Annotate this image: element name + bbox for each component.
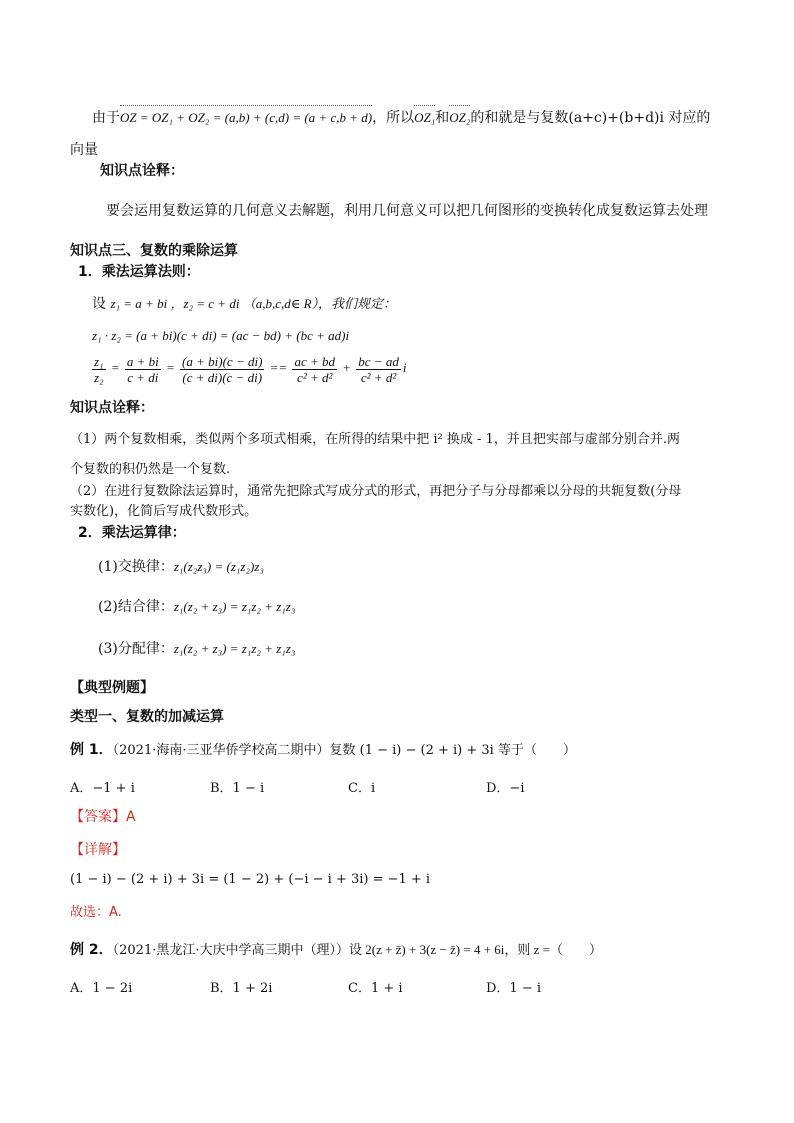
examples-title: 【典型例题】 [70, 680, 154, 696]
div-plus: + [342, 360, 352, 375]
note1-text: 要会运用复数运算的几何意义去解题，利用几何意义可以把几何图形的变换转化成复数运算去处理 [106, 203, 708, 219]
law-commutative [98, 557, 264, 577]
vector-suffix: 的和就是与复数(a+c)+(b+d)i 对应的 [470, 110, 711, 126]
vector-cont: 向量 [70, 142, 98, 158]
ex1-question: 复数 (1 − i) − (2 + i) + 3i 等于（ ） [329, 743, 576, 758]
vector-mid: ，所以 [372, 110, 415, 126]
note1-title: 知识点诠释： [100, 163, 184, 179]
vector-oz2: OZ₂ [449, 108, 470, 128]
ex1-option-a: A．−1 + i [70, 781, 135, 796]
division-formula: $\frac{\text{z₁}}{\text{z₂}}$ = $\frac{a + bi}{c + di}$ = $\frac{(a + bi)(c - di)}{(c + di)(c - di)}$ == $\frac{ac + bd}{\text{c² + d²}}$ + $\frac{bc - ad}{\text{c² + d²}}$ i [94, 353, 407, 385]
def-prefix: 设 [92, 296, 106, 312]
mult-law-title: 2．乘法运算律： [78, 525, 186, 541]
vector-and: 和 [435, 110, 450, 126]
vector-oz1: OZ₁ [414, 108, 435, 128]
ex1-question-line [70, 740, 576, 761]
frac-z: $\frac{\text{z₁}}{\text{z₂}}$ [94, 353, 104, 385]
law-distributive [98, 639, 295, 659]
law-formula: z₁(z₂z₃) = (z₁z₂)z₃ [173, 559, 264, 574]
ex1-option-d: D．−i [486, 781, 525, 796]
ex2-option-c: C．1 + i [348, 981, 403, 996]
note2-title: 知识点诠释： [70, 400, 154, 416]
detail-label: 【详解】 [70, 842, 126, 858]
law-formula: z₁(z₂ + z₃) = z₁z₂ + z₁z₃ [173, 599, 296, 614]
def-formula: z₁ = a + bi ，z₂ = c + di （a,b,c,d∈ R），我们规定： [110, 296, 397, 311]
law-label: (3)分配律： [98, 641, 174, 657]
answer-value: A [126, 809, 136, 825]
div-tail: i [402, 360, 407, 375]
ex2-option-d: D．1 − i [486, 981, 542, 996]
note2-p1-line2: 个复数的积仍然是一个复数. [70, 462, 231, 477]
ex2-source: （2021·黑龙江·大庆中学高三期中（理）） [112, 943, 349, 958]
ex2-label: 例 2． [70, 942, 113, 958]
ex2-option-b: B．1 + 2i [210, 981, 273, 996]
mult-rule-title: 1．乘法运算法则： [78, 264, 200, 280]
ex1-answer-line [70, 807, 136, 827]
frac-imag: $\frac{bc - ad}{\text{c² + d²}}$ [358, 353, 399, 385]
ex1-option-c: C．i [348, 781, 376, 796]
ex2-question-line [70, 940, 602, 961]
law-label: (1)交换律： [98, 559, 174, 575]
vector-formula: OZ = OZ₁ + OZ₂ = (a,b) + (c,d) = (a + c,b + d) [120, 108, 372, 128]
div-eq: == [269, 360, 288, 375]
definition-line [92, 294, 396, 314]
frac-real: $\frac{ac + bd}{\text{c² + d²}}$ [294, 353, 335, 385]
mult-formula: z₁ · z₂ = (a + bi)(c + di) = (ac − bd) + (bc + ad)i [92, 328, 350, 343]
frac-conj: $\frac{(a + bi)(c - di)}{(c + di)(c - di)}$ [182, 353, 263, 385]
note2-p1-line1: （1）两个复数相乘，类似两个多项式相乘，在所得的结果中把 i² 换成 - 1，并且把实部与虚部分别合并.两 [70, 432, 680, 447]
ex1-solution: (1 − i) − (2 + i) + 3i = (1 − 2) + (−i − i + 3i) = −1 + i [70, 872, 431, 887]
ex1-conclusion: 故选：A. [70, 905, 122, 920]
section3-title: 知识点三、复数的乘除运算 [70, 243, 238, 259]
law-label: (2)结合律： [98, 599, 174, 615]
ex1-source: （2021·海南·三亚华侨学校高二期中） [112, 743, 330, 758]
ex1-label: 例 1． [70, 742, 113, 758]
frac-ab: $\frac{a + bi}{c + di}$ [126, 353, 159, 385]
type1-title: 类型一、复数的加减运算 [70, 709, 224, 725]
note2-p2-line2: 实数化)，化简后写成代数形式。 [70, 504, 258, 519]
ex1-option-b: B．1 − i [210, 781, 265, 796]
answer-label: 【答案】 [70, 809, 126, 825]
note2-p2-line1: （2）在进行复数除法运算时，通常先把除式写成分式的形式，再把分子与分母都乘以分母的共轭复数(分母 [70, 484, 682, 499]
vector-sum-line [92, 108, 710, 128]
law-associative [98, 597, 295, 617]
law-formula: z₁(z₂ + z₃) = z₁z₂ + z₁z₃ [173, 641, 296, 656]
ex2-question: 设 2(z + z̄) + 3(z − z̄) = 4 + 6i，则 z =（ ） [348, 942, 603, 957]
ex2-option-a: A．1 − 2i [70, 981, 133, 996]
vector-prefix: 由于 [92, 110, 120, 126]
